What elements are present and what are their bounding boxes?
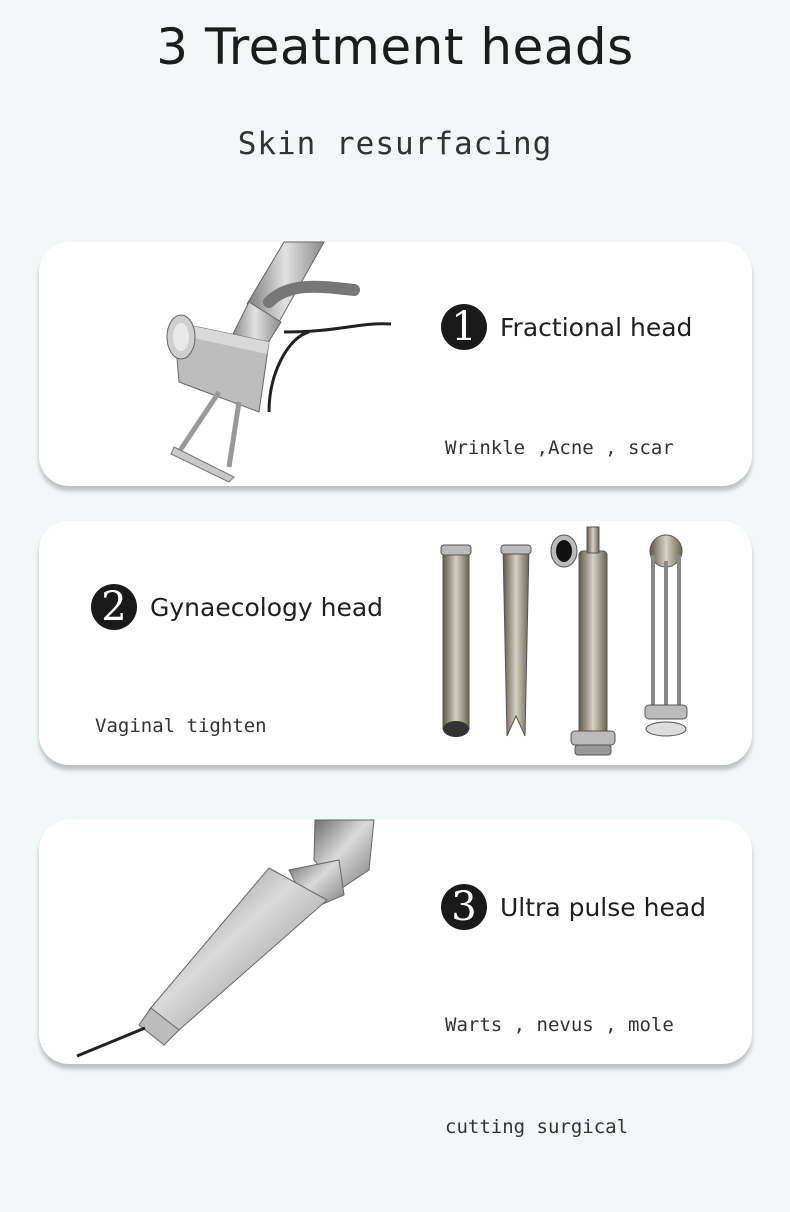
ultra-pulse-handpiece-illustration [69,820,389,1064]
head-title-3 [441,884,706,930]
number-badge-3: 3 [441,884,487,930]
feature-line: Wrinkle ,Acne , scar [445,437,674,459]
head-name-2: Gynaecology head [150,592,384,622]
fractional-head-card [39,242,752,486]
gynaecology-tubes-illustration [429,521,699,765]
ultra-pulse-head-card [39,820,752,1138]
fractional-handpiece-illustration [119,242,409,486]
head-title-2 [91,584,383,630]
head-name-3: Ultra pulse head [500,892,707,922]
feature-line: Vaginal tighten [95,715,267,737]
head-lines-3 [445,940,674,1212]
number-badge-2: 2 [91,584,137,630]
feature-line: cutting surgical [445,1116,629,1138]
page-title: 3 Treatment heads [156,18,634,76]
head-title-1 [441,304,692,350]
head-name-1: Fractional head [500,312,693,342]
number-badge-1: 1 [441,304,487,350]
feature-line: Warts , nevus , mole [445,1014,674,1036]
gynaecology-head-card [39,521,752,765]
page-subtitle: Skin resurfacing [237,126,553,162]
